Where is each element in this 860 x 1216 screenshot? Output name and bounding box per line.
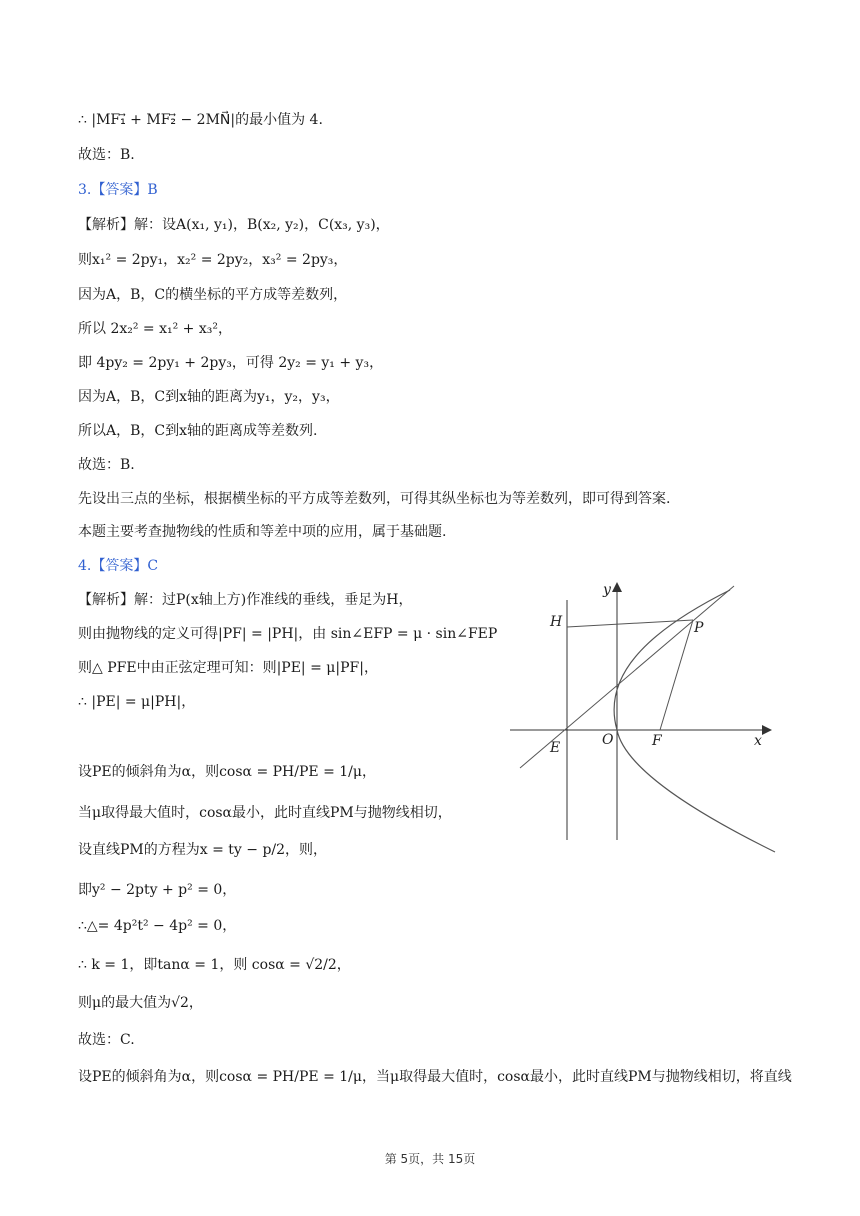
label-h: H [550, 614, 563, 630]
answer-heading: 4.【答案】C [78, 558, 159, 574]
text-line: 则x₁² = 2py₁，x₂² = 2py₂，x₃² = 2py₃， [78, 252, 348, 268]
label-x: x [754, 733, 762, 749]
x-axis-arrow [762, 725, 772, 735]
text-line: 则μ的最大值为√2， [78, 995, 203, 1011]
text-line: 先设出三点的坐标，根据横坐标的平方成等差数列，可得其纵坐标也为等差数列，即可得到答案. [78, 491, 671, 507]
label-e: E [550, 740, 561, 756]
y-axis-arrow [612, 582, 622, 592]
text-line: 所以A，B，C到x轴的距离成等差数列. [78, 423, 318, 439]
text-line: ∴△= 4p²t² − 4p² = 0， [78, 918, 237, 934]
text-line: 【解析】解：过P(x轴上方)作准线的垂线，垂足为H， [78, 592, 413, 608]
text-line: 设直线PM的方程为x = ty − p/2，则， [78, 842, 328, 858]
text-line: 则由抛物线的定义可得|PF| = |PH|，由 sin∠EFP = μ · sin∠FEP [78, 626, 498, 642]
text-line: 【解析】解：设A(x₁, y₁)，B(x₂, y₂)，C(x₃, y₃)， [78, 217, 390, 233]
text-line: 当μ取得最大值时，cosα最小，此时直线PM与抛物线相切， [78, 805, 452, 821]
text-line: 故选：C. [78, 1032, 135, 1048]
segment-pf [660, 620, 693, 730]
segment-ph [567, 620, 693, 627]
text-line: 所以 2x₂² = x₁² + x₃²， [78, 321, 232, 337]
text-line: 本题主要考查抛物线的性质和等差中项的应用，属于基础题. [78, 524, 447, 540]
text-line: 即 4py₂ = 2py₁ + 2py₃，可得 2y₂ = y₁ + y₃， [78, 355, 384, 371]
text-line: 设PE的倾斜角为α，则cosα = PH/PE = 1/μ， [78, 764, 376, 780]
text-line: ∴ |PE| = μ|PH|， [78, 694, 196, 710]
text-line: 因为A，B，C到x轴的距离为y₁，y₂，y₃， [78, 389, 340, 405]
text-line: ∴ k = 1，即tanα = 1，则 cosα = √2/2， [78, 957, 351, 973]
text-line: 即y² − 2pty + p² = 0， [78, 882, 237, 898]
answer-heading: 3.【答案】B [78, 182, 158, 198]
parabola-figure [500, 570, 790, 860]
label-y: y [603, 582, 611, 598]
text-line: 则△ PFE中由正弦定理可知：则|PE| = μ|PF|， [78, 660, 378, 676]
text-line: ∴ |MF₁⃗ + MF₂⃗ − 2MN⃗|的最小值为 4. [78, 112, 323, 128]
page-footer: 第 5页，共 15页 [384, 1152, 476, 1166]
label-o: O [602, 732, 614, 748]
text-line: 因为A，B，C的横坐标的平方成等差数列， [78, 287, 348, 303]
label-f: F [652, 733, 662, 749]
text-line: 设PE的倾斜角为α，则cosα = PH/PE = 1/μ，当μ取得最大值时，cosα最小，此时直线PM与抛物线相切，将直线 [78, 1069, 792, 1085]
text-line: 故选：B. [78, 457, 135, 473]
text-line: 故选：B. [78, 147, 135, 163]
label-p: P [694, 620, 704, 636]
